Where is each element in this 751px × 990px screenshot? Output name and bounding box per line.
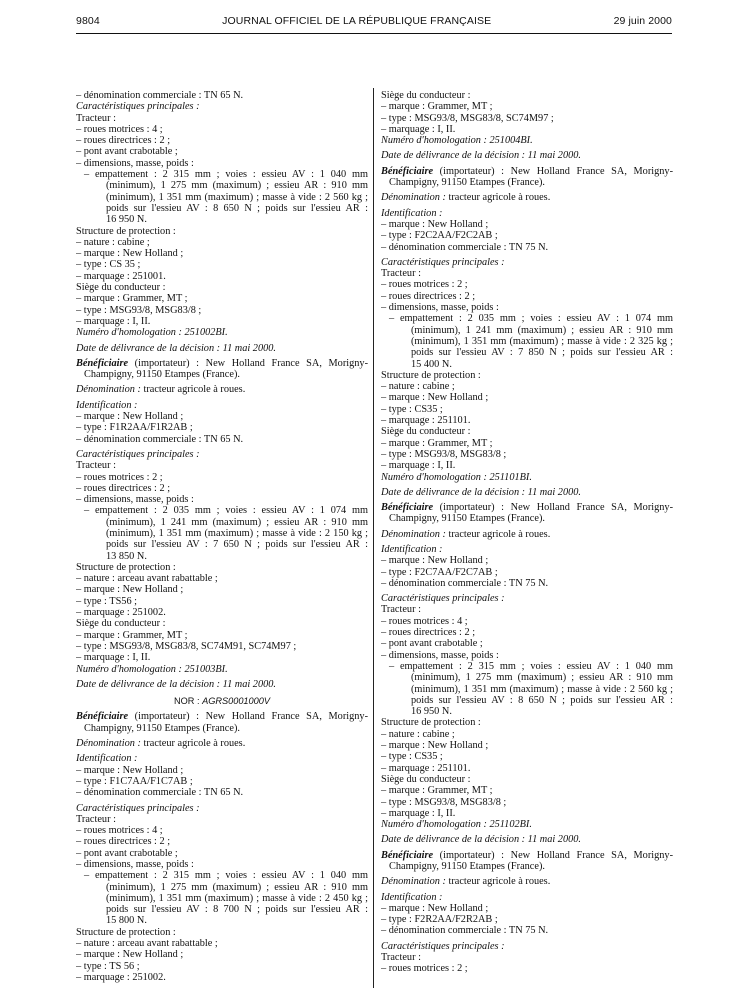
text-line: – roues directrices : 2 ; bbox=[381, 627, 476, 639]
text-line: – roues directrices : 2 ; bbox=[76, 135, 171, 147]
text-line: – marque : New Holland ; bbox=[76, 949, 184, 961]
text-line: 13 850 N. bbox=[106, 550, 147, 562]
text-line: 16 950 N. bbox=[106, 214, 147, 226]
text-line: – type : F1R2AA/F1R2AB ; bbox=[76, 422, 193, 434]
section-heading: Identification : bbox=[381, 207, 443, 219]
text-line: Tracteur : bbox=[76, 460, 116, 472]
homologation-number: Numéro d'homologation : 251101BI. bbox=[381, 471, 532, 483]
text-line: (minimum), 1 351 mm (maximum) ; masse à vide : 2 450 kg ; bbox=[106, 892, 368, 904]
text-line: – marque : Grammer, MT ; bbox=[381, 437, 493, 449]
text-line: – type : CS35 ; bbox=[381, 403, 443, 415]
text-line: – marque : New Holland ; bbox=[76, 584, 184, 596]
text-line: poids sur l'essieu AV : 8 700 N ; poids sur l'essieu AR : bbox=[106, 904, 368, 916]
section-heading: Caractéristiques principales : bbox=[76, 101, 200, 113]
homologation-number: Numéro d'homologation : 251004BI. bbox=[381, 135, 533, 147]
text-line: Champigny, 91150 Etampes (France). bbox=[389, 513, 545, 525]
beneficiary-line: Bénéficiaire (importateur) : New Holland France SA, Morigny- bbox=[381, 165, 673, 177]
text-line: (minimum), 1 275 mm (maximum) ; essieu AR : 910 mm bbox=[106, 881, 368, 893]
text-line: – type : MSG93/8, MSG83/8 ; bbox=[76, 304, 202, 316]
text-line: – roues directrices : 2 ; bbox=[76, 836, 171, 848]
text-line: – dénomination commerciale : TN 75 N. bbox=[381, 925, 549, 937]
text-line: poids sur l'essieu AV : 8 650 N ; poids sur l'essieu AR : bbox=[411, 694, 673, 706]
text-line: – roues motrices : 4 ; bbox=[76, 825, 163, 837]
section-heading: Caractéristiques principales : bbox=[381, 256, 505, 268]
right-column bbox=[381, 90, 673, 975]
text-line: – marquage : 251002. bbox=[76, 607, 166, 619]
text-line: – type : F2R2AA/F2R2AB ; bbox=[381, 914, 498, 926]
text-line: – marque : New Holland ; bbox=[76, 248, 184, 260]
text-line: (minimum), 1 275 mm (maximum) ; essieu AR : 910 mm bbox=[106, 180, 368, 192]
text-line: – roues motrices : 2 ; bbox=[381, 963, 468, 975]
text-line: Tracteur : bbox=[381, 604, 421, 616]
section-heading: Caractéristiques principales : bbox=[76, 802, 200, 814]
text-line: poids sur l'essieu AV : 7 650 N ; poids sur l'essieu AR : bbox=[106, 539, 368, 551]
text-line: – marquage : I, II. bbox=[381, 123, 456, 135]
text-line: Siège du conducteur : bbox=[381, 426, 471, 438]
text-line: – dimensions, masse, poids : bbox=[381, 649, 499, 661]
text-line: poids sur l'essieu AV : 7 850 N ; poids sur l'essieu AR : bbox=[411, 347, 673, 359]
text-line: – type : TS56 ; bbox=[76, 595, 138, 607]
text-line: – empattement : 2 315 mm ; voies : essieu AV : 1 040 mm bbox=[84, 169, 368, 181]
text-line: – marque : Grammer, MT ; bbox=[76, 629, 188, 641]
text-line: – pont avant crabotable ; bbox=[381, 638, 483, 650]
text-line: – type : MSG93/8, MSG83/8, SC74M97 ; bbox=[381, 112, 554, 124]
text-line: – dénomination commerciale : TN 75 N. bbox=[381, 241, 549, 253]
text-line: – type : MSG93/8, MSG83/8, SC74M91, SC74M97 ; bbox=[76, 640, 297, 652]
text-line: – marque : New Holland ; bbox=[76, 411, 184, 423]
section-heading: Identification : bbox=[76, 399, 138, 411]
text-line: – marque : New Holland ; bbox=[381, 392, 489, 404]
text-line: (minimum), 1 241 mm (maximum) ; essieu AR : 910 mm bbox=[411, 324, 673, 336]
text-line: – marque : New Holland ; bbox=[381, 555, 489, 567]
section-heading: Identification : bbox=[381, 891, 443, 903]
decision-date: Date de délivrance de la décision : 11 mai 2000. bbox=[381, 150, 581, 162]
text-line: – marque : New Holland ; bbox=[381, 902, 489, 914]
text-line: Tracteur : bbox=[76, 112, 116, 124]
section-heading: Identification : bbox=[76, 753, 138, 765]
text-line: Tracteur : bbox=[381, 952, 421, 964]
text-line: – dimensions, masse, poids : bbox=[76, 859, 194, 870]
text-line: – marque : Grammer, MT ; bbox=[381, 101, 493, 113]
text-line: Tracteur : bbox=[381, 268, 421, 280]
text-line: – dénomination commerciale : TN 75 N. bbox=[381, 577, 549, 589]
journal-title: JOURNAL OFFICIEL DE LA RÉPUBLIQUE FRANÇAISE bbox=[222, 15, 492, 27]
text-line: Siège du conducteur : bbox=[381, 773, 471, 785]
section-heading: Identification : bbox=[381, 543, 443, 555]
text-line: – dénomination commerciale : TN 65 N. bbox=[76, 90, 244, 101]
text-line: – roues directrices : 2 ; bbox=[76, 482, 171, 494]
text-line: – empattement : 2 315 mm ; voies : essieu AV : 1 040 mm bbox=[84, 870, 368, 882]
text-line: – type : F1C7AA/F1C7AB ; bbox=[76, 775, 193, 787]
text-line: – marquage : I, II. bbox=[76, 652, 151, 664]
text-line: – roues motrices : 4 ; bbox=[381, 615, 468, 627]
decision-date: Date de délivrance de la décision : 11 mai 2000. bbox=[381, 486, 581, 498]
page-number: 9804 bbox=[76, 15, 100, 27]
homologation-number: Numéro d'homologation : 251003BI. bbox=[76, 663, 228, 675]
decision-date: Date de délivrance de la décision : 11 mai 2000. bbox=[381, 834, 581, 846]
text-line: – roues motrices : 4 ; bbox=[76, 123, 163, 135]
text-line: – type : CS 35 ; bbox=[76, 259, 141, 271]
text-line: – dimensions, masse, poids : bbox=[76, 157, 194, 169]
text-line: – empattement : 2 035 mm ; voies : essieu AV : 1 074 mm bbox=[389, 313, 673, 325]
text-line: Champigny, 91150 Etampes (France). bbox=[389, 861, 545, 872]
text-line: (minimum), 1 351 mm (maximum) ; masse à vide : 2 560 kg ; bbox=[106, 191, 368, 203]
text-line: Dénomination : tracteur agricole à roues. bbox=[381, 192, 551, 204]
beneficiary-line: Bénéficiaire (importateur) : New Holland France SA, Morigny- bbox=[76, 711, 368, 723]
text-line: Structure de protection : bbox=[76, 561, 176, 573]
text-line: – dimensions, masse, poids : bbox=[76, 494, 194, 506]
beneficiary-line: Bénéficiaire (importateur) : New Holland France SA, Morigny- bbox=[381, 502, 673, 514]
text-line: – pont avant crabotable ; bbox=[76, 146, 178, 158]
text-line: poids sur l'essieu AV : 8 650 N ; poids sur l'essieu AR : bbox=[106, 202, 368, 214]
text-line: – type : MSG93/8, MSG83/8 ; bbox=[381, 448, 507, 460]
text-line: – roues motrices : 2 ; bbox=[76, 471, 163, 483]
text-line: – marque : Grammer, MT ; bbox=[76, 293, 188, 305]
section-heading: Caractéristiques principales : bbox=[76, 448, 200, 460]
beneficiary-line: Bénéficiaire (importateur) : New Holland France SA, Morigny- bbox=[381, 849, 673, 861]
text-line: – empattement : 2 035 mm ; voies : essieu AV : 1 074 mm bbox=[84, 505, 368, 517]
text-line: – dénomination commerciale : TN 65 N. bbox=[76, 433, 244, 445]
text-line: Dénomination : tracteur agricole à roues. bbox=[76, 384, 246, 396]
text-line: – marquage : I, II. bbox=[76, 315, 151, 327]
text-line: Tracteur : bbox=[76, 813, 116, 825]
section-heading: Caractéristiques principales : bbox=[381, 940, 505, 952]
text-line: (minimum), 1 351 mm (maximum) ; masse à vide : 2 150 kg ; bbox=[106, 527, 368, 539]
beneficiary-line: Bénéficiaire (importateur) : New Holland France SA, Morigny- bbox=[76, 357, 368, 369]
text-line: – type : MSG93/8, MSG83/8 ; bbox=[381, 796, 507, 808]
text-line: Dénomination : tracteur agricole à roues. bbox=[76, 738, 246, 750]
section-heading: Caractéristiques principales : bbox=[381, 593, 505, 605]
text-line: (minimum), 1 275 mm (maximum) ; essieu AR : 910 mm bbox=[411, 672, 673, 684]
text-line: – nature : cabine ; bbox=[381, 728, 455, 740]
text-line: Siège du conducteur : bbox=[381, 90, 471, 101]
text-line: – nature : cabine ; bbox=[381, 381, 455, 393]
text-line: 15 400 N. bbox=[411, 358, 452, 370]
page-header bbox=[76, 15, 672, 33]
text-line: – marque : New Holland ; bbox=[381, 740, 489, 752]
header-rule bbox=[76, 33, 672, 34]
text-line: Structure de protection : bbox=[76, 225, 176, 237]
text-line: – type : F2C7AA/F2C7AB ; bbox=[381, 566, 498, 578]
text-line: – marquage : I, II. bbox=[381, 807, 456, 819]
text-line: – roues motrices : 2 ; bbox=[381, 279, 468, 291]
text-line: – marque : Grammer, MT ; bbox=[381, 785, 493, 797]
text-line: Structure de protection : bbox=[381, 717, 481, 729]
homologation-number: Numéro d'homologation : 251002BI. bbox=[76, 327, 228, 339]
text-line: – roues directrices : 2 ; bbox=[381, 290, 476, 302]
text-line: – marquage : I, II. bbox=[381, 460, 456, 472]
text-line: 15 800 N. bbox=[106, 915, 147, 927]
text-line: Structure de protection : bbox=[381, 369, 481, 381]
text-line: – empattement : 2 315 mm ; voies : essieu AV : 1 040 mm bbox=[389, 660, 673, 672]
text-line: – marque : New Holland ; bbox=[381, 218, 489, 230]
text-line: Champigny, 91150 Etampes (France). bbox=[84, 722, 240, 734]
text-line: 16 950 N. bbox=[411, 706, 452, 718]
decision-date: Date de délivrance de la décision : 11 mai 2000. bbox=[76, 678, 276, 690]
text-line: (minimum), 1 351 mm (maximum) ; masse à vide : 2 560 kg ; bbox=[411, 683, 673, 695]
text-line: (minimum), 1 351 mm (maximum) ; masse à vide : 2 325 kg ; bbox=[411, 335, 673, 347]
text-line: Dénomination : tracteur agricole à roues. bbox=[381, 876, 551, 888]
decision-date: Date de délivrance de la décision : 11 mai 2000. bbox=[76, 342, 276, 354]
text-line: – marque : New Holland ; bbox=[76, 764, 184, 776]
text-line: Siège du conducteur : bbox=[76, 618, 166, 630]
text-line: – marquage : 251002. bbox=[76, 971, 166, 983]
text-line: Dénomination : tracteur agricole à roues. bbox=[381, 528, 551, 540]
text-line: – type : CS35 ; bbox=[381, 751, 443, 763]
text-line: – nature : arceau avant rabattable ; bbox=[76, 938, 218, 950]
nor-reference: NOR : AGRS0001000V bbox=[173, 696, 270, 707]
text-line: – marquage : 251101. bbox=[381, 762, 471, 774]
text-line: – type : F2C2AA/F2C2AB ; bbox=[381, 230, 498, 242]
text-line: – nature : arceau avant rabattable ; bbox=[76, 573, 218, 585]
column-divider bbox=[373, 88, 374, 988]
text-line: – pont avant crabotable ; bbox=[76, 847, 178, 859]
text-line: – nature : cabine ; bbox=[76, 236, 150, 248]
text-line: – type : TS 56 ; bbox=[76, 960, 140, 972]
text-line: (minimum), 1 241 mm (maximum) ; essieu AR : 910 mm bbox=[106, 516, 368, 528]
text-line: Siège du conducteur : bbox=[76, 282, 166, 294]
homologation-number: Numéro d'homologation : 251102BI. bbox=[381, 819, 532, 831]
issue-date: 29 juin 2000 bbox=[613, 15, 672, 27]
text-line: Structure de protection : bbox=[76, 926, 176, 938]
text-line: Champigny, 91150 Etampes (France). bbox=[389, 177, 545, 189]
text-line: Champigny, 91150 Etampes (France). bbox=[84, 369, 240, 381]
text-line: – dénomination commerciale : TN 65 N. bbox=[76, 787, 244, 799]
text-line: – marquage : 251001. bbox=[76, 270, 166, 282]
text-line: – dimensions, masse, poids : bbox=[381, 302, 499, 314]
text-line: – marquage : 251101. bbox=[381, 415, 471, 427]
left-column bbox=[76, 90, 368, 983]
